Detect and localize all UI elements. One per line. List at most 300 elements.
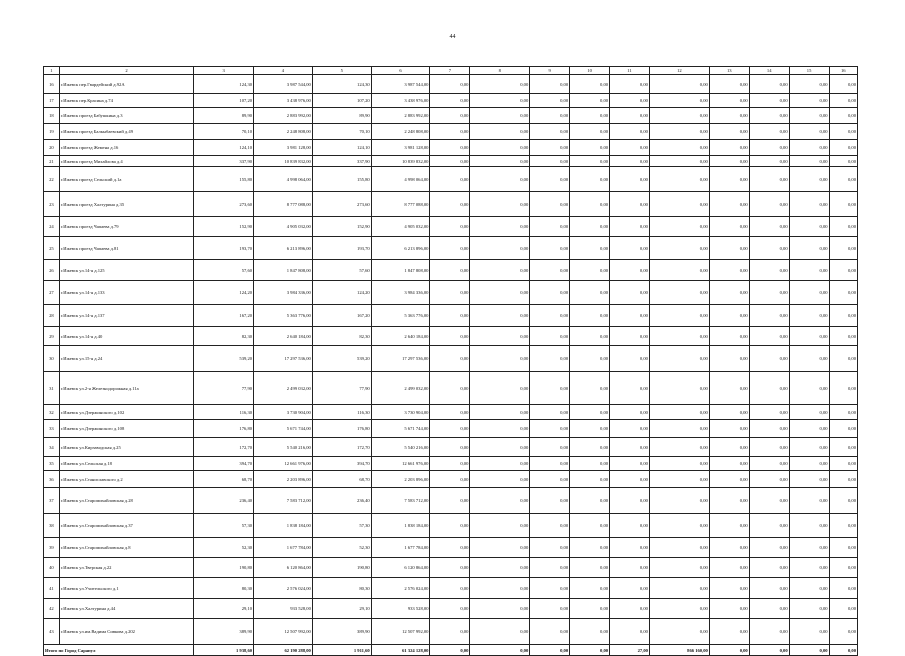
column-number-row: [44, 67, 858, 75]
value-cell: 80,30: [194, 578, 254, 599]
column-number-6: 6: [371, 67, 430, 75]
address-cell: г.Ижевск проезд Сельский д.1а: [59, 167, 193, 192]
value-cell: 0,00: [789, 372, 829, 405]
value-cell: 0,00: [570, 237, 610, 260]
value-cell: 0,00: [709, 538, 749, 558]
value-cell: 389,90: [312, 619, 371, 645]
value-cell: 0,00: [829, 488, 857, 514]
value-cell: 0,00: [649, 488, 709, 514]
value-cell: 0,00: [470, 578, 530, 599]
address-cell: г.Ижевск проезд Михайлова д.4: [59, 156, 193, 167]
value-cell: 17 297 536,00: [254, 346, 313, 372]
value-cell: 82,30: [312, 327, 371, 346]
value-cell: 0,00: [789, 305, 829, 327]
value-cell: 0,00: [610, 237, 650, 260]
value-cell: 0,00: [749, 599, 789, 619]
table-row: [44, 438, 858, 457]
value-cell: 0,00: [430, 578, 470, 599]
value-cell: 0,00: [829, 619, 857, 645]
value-cell: 0,00: [530, 327, 570, 346]
value-cell: 0,00: [430, 156, 470, 167]
table-row: [44, 578, 858, 599]
value-cell: 0,00: [570, 217, 610, 237]
value-cell: 0,00: [829, 578, 857, 599]
value-cell: 0,00: [570, 599, 610, 619]
address-cell: г.Ижевск проезд Халтурина д.35: [59, 192, 193, 217]
value-cell: 0,00: [749, 75, 789, 94]
value-cell: 0,00: [430, 75, 470, 94]
value-cell: 0,00: [570, 488, 610, 514]
value-cell: 0,00: [430, 405, 470, 420]
value-cell: 0,00: [789, 124, 829, 140]
value-cell: 0,00: [530, 558, 570, 578]
value-cell: 10 839 832,00: [371, 156, 430, 167]
value-cell: 0,00: [610, 471, 650, 488]
value-cell: 933 528,00: [371, 599, 430, 619]
address-cell: г.Ижевск пер.Красина д.74: [59, 94, 193, 108]
value-cell: 5 363 776,00: [371, 305, 430, 327]
value-cell: 0,00: [789, 346, 829, 372]
total-value-cell: 62 190 288,00: [254, 645, 313, 656]
value-cell: 0,00: [570, 281, 610, 305]
address-cell: г.Ижевск ул.им.Вадима Сивкова д.202: [59, 619, 193, 645]
value-cell: 4 998 064,00: [371, 167, 430, 192]
value-cell: 155,80: [194, 167, 254, 192]
row-number: 43: [44, 619, 60, 645]
value-cell: 337,90: [194, 156, 254, 167]
address-cell: г.Ижевск ул.Старомихайловская д.28: [59, 488, 193, 514]
total-value-cell: 0,00: [570, 645, 610, 656]
value-cell: 0,00: [430, 108, 470, 124]
value-cell: 0,00: [430, 514, 470, 538]
table-row: [44, 599, 858, 619]
row-number: 16: [44, 75, 60, 94]
value-cell: 0,00: [570, 108, 610, 124]
row-number: 26: [44, 260, 60, 281]
value-cell: 57,60: [194, 260, 254, 281]
value-cell: 0,00: [749, 217, 789, 237]
value-cell: 0,00: [649, 578, 709, 599]
value-cell: 0,00: [649, 192, 709, 217]
value-cell: 1 847 808,00: [254, 260, 313, 281]
value-cell: 0,00: [789, 94, 829, 108]
total-value-cell: 61 324 128,00: [371, 645, 430, 656]
value-cell: 0,00: [649, 75, 709, 94]
value-cell: 0,00: [709, 438, 749, 457]
value-cell: 0,00: [610, 167, 650, 192]
value-cell: 0,00: [749, 372, 789, 405]
address-cell: г.Ижевск ул.Тверская д.22: [59, 558, 193, 578]
value-cell: 0,00: [570, 156, 610, 167]
column-number-9: 9: [530, 67, 570, 75]
value-cell: 0,00: [530, 237, 570, 260]
table-row: [44, 108, 858, 124]
value-cell: 0,00: [709, 488, 749, 514]
value-cell: 273,60: [194, 192, 254, 217]
column-number-7: 7: [430, 67, 470, 75]
value-cell: 5 540 216,00: [371, 438, 430, 457]
value-cell: 0,00: [610, 94, 650, 108]
value-cell: 6 120 864,00: [371, 558, 430, 578]
table-row: [44, 558, 858, 578]
row-number: 22: [44, 167, 60, 192]
value-cell: 0,00: [649, 619, 709, 645]
address-cell: г.Ижевск ул.15-я д.24: [59, 346, 193, 372]
value-cell: 0,00: [570, 514, 610, 538]
column-number-5: 5: [312, 67, 371, 75]
value-cell: 2 576 024,00: [371, 578, 430, 599]
value-cell: 0,00: [470, 124, 530, 140]
value-cell: 0,00: [530, 619, 570, 645]
table-row: [44, 420, 858, 438]
value-cell: 193,70: [312, 237, 371, 260]
value-cell: 0,00: [470, 558, 530, 578]
value-cell: 0,00: [570, 558, 610, 578]
value-cell: 0,00: [530, 260, 570, 281]
value-cell: 0,00: [610, 108, 650, 124]
value-cell: 0,00: [829, 140, 857, 156]
address-cell: г.Ижевск ул.Станиславского д.2: [59, 471, 193, 488]
value-cell: 0,00: [430, 619, 470, 645]
value-cell: 0,00: [649, 217, 709, 237]
table-row: [44, 167, 858, 192]
value-cell: 0,00: [789, 457, 829, 471]
total-value-cell: 0,00: [749, 645, 789, 656]
value-cell: 2 883 992,00: [254, 108, 313, 124]
value-cell: 124,10: [312, 140, 371, 156]
value-cell: 0,00: [530, 346, 570, 372]
value-cell: 0,00: [749, 457, 789, 471]
row-number: 27: [44, 281, 60, 305]
value-cell: 0,00: [649, 558, 709, 578]
column-number-14: 14: [749, 67, 789, 75]
value-cell: 0,00: [610, 140, 650, 156]
total-value-cell: 1 938,60: [194, 645, 254, 656]
table-row: [44, 192, 858, 217]
value-cell: 0,00: [649, 305, 709, 327]
value-cell: 0,00: [430, 140, 470, 156]
table-row: [44, 281, 858, 305]
value-cell: 0,00: [610, 514, 650, 538]
value-cell: 1 838 184,00: [254, 514, 313, 538]
value-cell: 0,00: [829, 558, 857, 578]
value-cell: 0,00: [430, 94, 470, 108]
value-cell: 0,00: [530, 538, 570, 558]
value-cell: 0,00: [749, 488, 789, 514]
value-cell: 0,00: [789, 558, 829, 578]
address-cell: г.Ижевск ул.Кирзаводская д.25: [59, 438, 193, 457]
value-cell: 0,00: [610, 420, 650, 438]
value-cell: 12 661 976,00: [371, 457, 430, 471]
value-cell: 0,00: [570, 372, 610, 405]
value-cell: 0,00: [610, 488, 650, 514]
value-cell: 0,00: [610, 305, 650, 327]
value-cell: 0,00: [649, 405, 709, 420]
value-cell: 0,00: [649, 108, 709, 124]
value-cell: 0,00: [530, 156, 570, 167]
value-cell: 0,00: [530, 372, 570, 405]
value-cell: 0,00: [829, 108, 857, 124]
value-cell: 0,00: [470, 457, 530, 471]
value-cell: 0,00: [470, 217, 530, 237]
value-cell: 0,00: [430, 217, 470, 237]
value-cell: 0,00: [570, 192, 610, 217]
address-cell: г.Ижевск ул.Учительского д.1: [59, 578, 193, 599]
value-cell: 0,00: [610, 405, 650, 420]
value-cell: 0,00: [649, 438, 709, 457]
value-cell: 0,00: [430, 260, 470, 281]
value-cell: 0,00: [749, 578, 789, 599]
total-value-cell: 0,00: [430, 645, 470, 656]
value-cell: 0,00: [749, 619, 789, 645]
value-cell: 0,00: [570, 346, 610, 372]
value-cell: 0,00: [570, 327, 610, 346]
value-cell: 0,00: [789, 140, 829, 156]
address-cell: г.Ижевск ул.14-я д.137: [59, 305, 193, 327]
row-number: 34: [44, 438, 60, 457]
value-cell: 0,00: [829, 75, 857, 94]
value-cell: 2 499 032,00: [371, 372, 430, 405]
value-cell: 3 981 128,00: [371, 140, 430, 156]
value-cell: 0,00: [530, 124, 570, 140]
value-cell: 52,30: [194, 538, 254, 558]
value-cell: 394,70: [194, 457, 254, 471]
value-cell: 0,00: [610, 346, 650, 372]
value-cell: 116,30: [312, 405, 371, 420]
address-cell: г.Ижевск ул.Старомихайловская д.37: [59, 514, 193, 538]
column-number-11: 11: [610, 67, 650, 75]
value-cell: 0,00: [749, 140, 789, 156]
value-cell: 116,30: [194, 405, 254, 420]
address-cell: г.Ижевск ул.14-я д.40: [59, 327, 193, 346]
address-cell: г.Ижевск проезд Жемена д.16: [59, 140, 193, 156]
value-cell: 0,00: [709, 514, 749, 538]
value-cell: 933 528,00: [254, 599, 313, 619]
row-number: 29: [44, 327, 60, 346]
value-cell: 0,00: [470, 281, 530, 305]
value-cell: 0,00: [829, 346, 857, 372]
value-cell: 3 984 336,00: [371, 281, 430, 305]
value-cell: 0,00: [530, 108, 570, 124]
value-cell: 0,00: [749, 156, 789, 167]
value-cell: 0,00: [709, 619, 749, 645]
value-cell: 0,00: [610, 372, 650, 405]
column-number-15: 15: [789, 67, 829, 75]
value-cell: 4 998 064,00: [254, 167, 313, 192]
value-cell: 0,00: [649, 167, 709, 192]
total-value-cell: 27,00: [610, 645, 650, 656]
column-number-4: 4: [254, 67, 313, 75]
address-cell: г.Ижевск проезд Бабушкина д.3: [59, 108, 193, 124]
value-cell: 0,00: [789, 260, 829, 281]
value-cell: 0,00: [470, 237, 530, 260]
table-row: [44, 514, 858, 538]
value-cell: 0,00: [709, 108, 749, 124]
value-cell: 29,10: [312, 599, 371, 619]
table-row: [44, 140, 858, 156]
value-cell: 0,00: [749, 281, 789, 305]
value-cell: 0,00: [829, 94, 857, 108]
value-cell: 0,00: [789, 75, 829, 94]
value-cell: 0,00: [829, 305, 857, 327]
value-cell: 0,00: [470, 75, 530, 94]
value-cell: 12 507 992,00: [371, 619, 430, 645]
value-cell: 0,00: [530, 578, 570, 599]
value-cell: 52,30: [312, 538, 371, 558]
value-cell: 0,00: [749, 558, 789, 578]
value-cell: 236,40: [312, 488, 371, 514]
column-number-10: 10: [570, 67, 610, 75]
column-number-1: 1: [44, 67, 60, 75]
row-number: 24: [44, 217, 60, 237]
table-row: [44, 260, 858, 281]
row-number: 17: [44, 94, 60, 108]
row-number: 32: [44, 405, 60, 420]
value-cell: 0,00: [649, 94, 709, 108]
address-cell: г.Ижевск ул.Дзержинского д.102: [59, 405, 193, 420]
value-cell: 0,00: [709, 237, 749, 260]
value-cell: 0,00: [610, 578, 650, 599]
value-cell: 0,00: [829, 167, 857, 192]
value-cell: 0,00: [530, 405, 570, 420]
value-cell: 0,00: [709, 405, 749, 420]
value-cell: 0,00: [749, 346, 789, 372]
table-row: [44, 217, 858, 237]
value-cell: 1 838 184,00: [371, 514, 430, 538]
value-cell: 0,00: [709, 167, 749, 192]
value-cell: 0,00: [610, 217, 650, 237]
value-cell: 0,00: [530, 94, 570, 108]
value-cell: 6 213 896,00: [371, 237, 430, 260]
value-cell: 0,00: [430, 327, 470, 346]
value-cell: 0,00: [530, 457, 570, 471]
value-cell: 7 583 712,00: [254, 488, 313, 514]
value-cell: 0,00: [749, 420, 789, 438]
value-cell: 3 987 544,00: [254, 75, 313, 94]
value-cell: 0,00: [649, 514, 709, 538]
value-cell: 3 730 904,00: [371, 405, 430, 420]
value-cell: 0,00: [570, 420, 610, 438]
value-cell: 0,00: [430, 281, 470, 305]
value-cell: 0,00: [570, 457, 610, 471]
value-cell: 0,00: [470, 167, 530, 192]
row-number: 23: [44, 192, 60, 217]
address-cell: г.Ижевск ул.14-я д.133: [59, 281, 193, 305]
value-cell: 0,00: [430, 124, 470, 140]
value-cell: 0,00: [789, 167, 829, 192]
row-number: 37: [44, 488, 60, 514]
value-cell: 0,00: [709, 305, 749, 327]
value-cell: 0,00: [530, 305, 570, 327]
value-cell: 0,00: [570, 124, 610, 140]
value-cell: 0,00: [570, 167, 610, 192]
column-number-8: 8: [470, 67, 530, 75]
value-cell: 193,70: [194, 237, 254, 260]
page-number: 44: [449, 34, 456, 40]
value-cell: 0,00: [649, 260, 709, 281]
value-cell: 0,00: [789, 514, 829, 538]
value-cell: 0,00: [470, 94, 530, 108]
value-cell: 172,70: [312, 438, 371, 457]
value-cell: 0,00: [709, 124, 749, 140]
value-cell: 0,00: [570, 260, 610, 281]
value-cell: 0,00: [649, 237, 709, 260]
value-cell: 0,00: [829, 438, 857, 457]
value-cell: 57,30: [194, 514, 254, 538]
value-cell: 0,00: [610, 281, 650, 305]
value-cell: 0,00: [749, 327, 789, 346]
value-cell: 0,00: [829, 260, 857, 281]
value-cell: 0,00: [789, 405, 829, 420]
value-cell: 0,00: [829, 457, 857, 471]
value-cell: 7 583 712,00: [371, 488, 430, 514]
row-number: 33: [44, 420, 60, 438]
value-cell: 0,00: [749, 167, 789, 192]
value-cell: 0,00: [829, 327, 857, 346]
value-cell: 0,00: [530, 281, 570, 305]
value-cell: 0,00: [570, 578, 610, 599]
value-cell: 89,90: [312, 108, 371, 124]
value-cell: 0,00: [470, 438, 530, 457]
value-cell: 0,00: [530, 192, 570, 217]
value-cell: 0,00: [789, 599, 829, 619]
value-cell: 0,00: [610, 599, 650, 619]
address-cell: г.Ижевск ул.Старомихайловская д.8: [59, 538, 193, 558]
value-cell: 3 987 544,00: [371, 75, 430, 94]
value-cell: 0,00: [749, 237, 789, 260]
value-cell: 539,20: [312, 346, 371, 372]
value-cell: 107,20: [312, 94, 371, 108]
value-cell: 0,00: [610, 156, 650, 167]
value-cell: 0,00: [530, 75, 570, 94]
address-cell: г.Ижевск ул.2-я Железнодорожная д.11а: [59, 372, 193, 405]
value-cell: 0,00: [430, 167, 470, 192]
value-cell: 394,70: [312, 457, 371, 471]
value-cell: 0,00: [709, 346, 749, 372]
value-cell: 0,00: [829, 405, 857, 420]
value-cell: 0,00: [749, 94, 789, 108]
value-cell: 0,00: [709, 457, 749, 471]
value-cell: 0,00: [749, 538, 789, 558]
value-cell: 273,60: [312, 192, 371, 217]
value-cell: 0,00: [649, 140, 709, 156]
value-cell: 0,00: [789, 192, 829, 217]
value-cell: 0,00: [430, 488, 470, 514]
value-cell: 0,00: [709, 75, 749, 94]
value-cell: 77,90: [312, 372, 371, 405]
value-cell: 0,00: [610, 124, 650, 140]
address-cell: г.Ижевск проезд Балкыбаевский д.49: [59, 124, 193, 140]
value-cell: 77,90: [194, 372, 254, 405]
value-cell: 0,00: [430, 420, 470, 438]
value-cell: 124,30: [312, 75, 371, 94]
column-number-12: 12: [649, 67, 709, 75]
value-cell: 0,00: [470, 514, 530, 538]
value-cell: 0,00: [789, 538, 829, 558]
value-cell: 8 777 088,00: [371, 192, 430, 217]
value-cell: 0,00: [749, 305, 789, 327]
table-row: [44, 237, 858, 260]
value-cell: 124,20: [312, 281, 371, 305]
value-cell: 5 540 216,00: [254, 438, 313, 457]
address-cell: г.Ижевск пер.Гвардейский д.92А: [59, 75, 193, 94]
value-cell: 124,20: [194, 281, 254, 305]
value-cell: 0,00: [829, 156, 857, 167]
row-number: 40: [44, 558, 60, 578]
value-cell: 0,00: [789, 619, 829, 645]
value-cell: 0,00: [829, 514, 857, 538]
value-cell: 0,00: [789, 108, 829, 124]
